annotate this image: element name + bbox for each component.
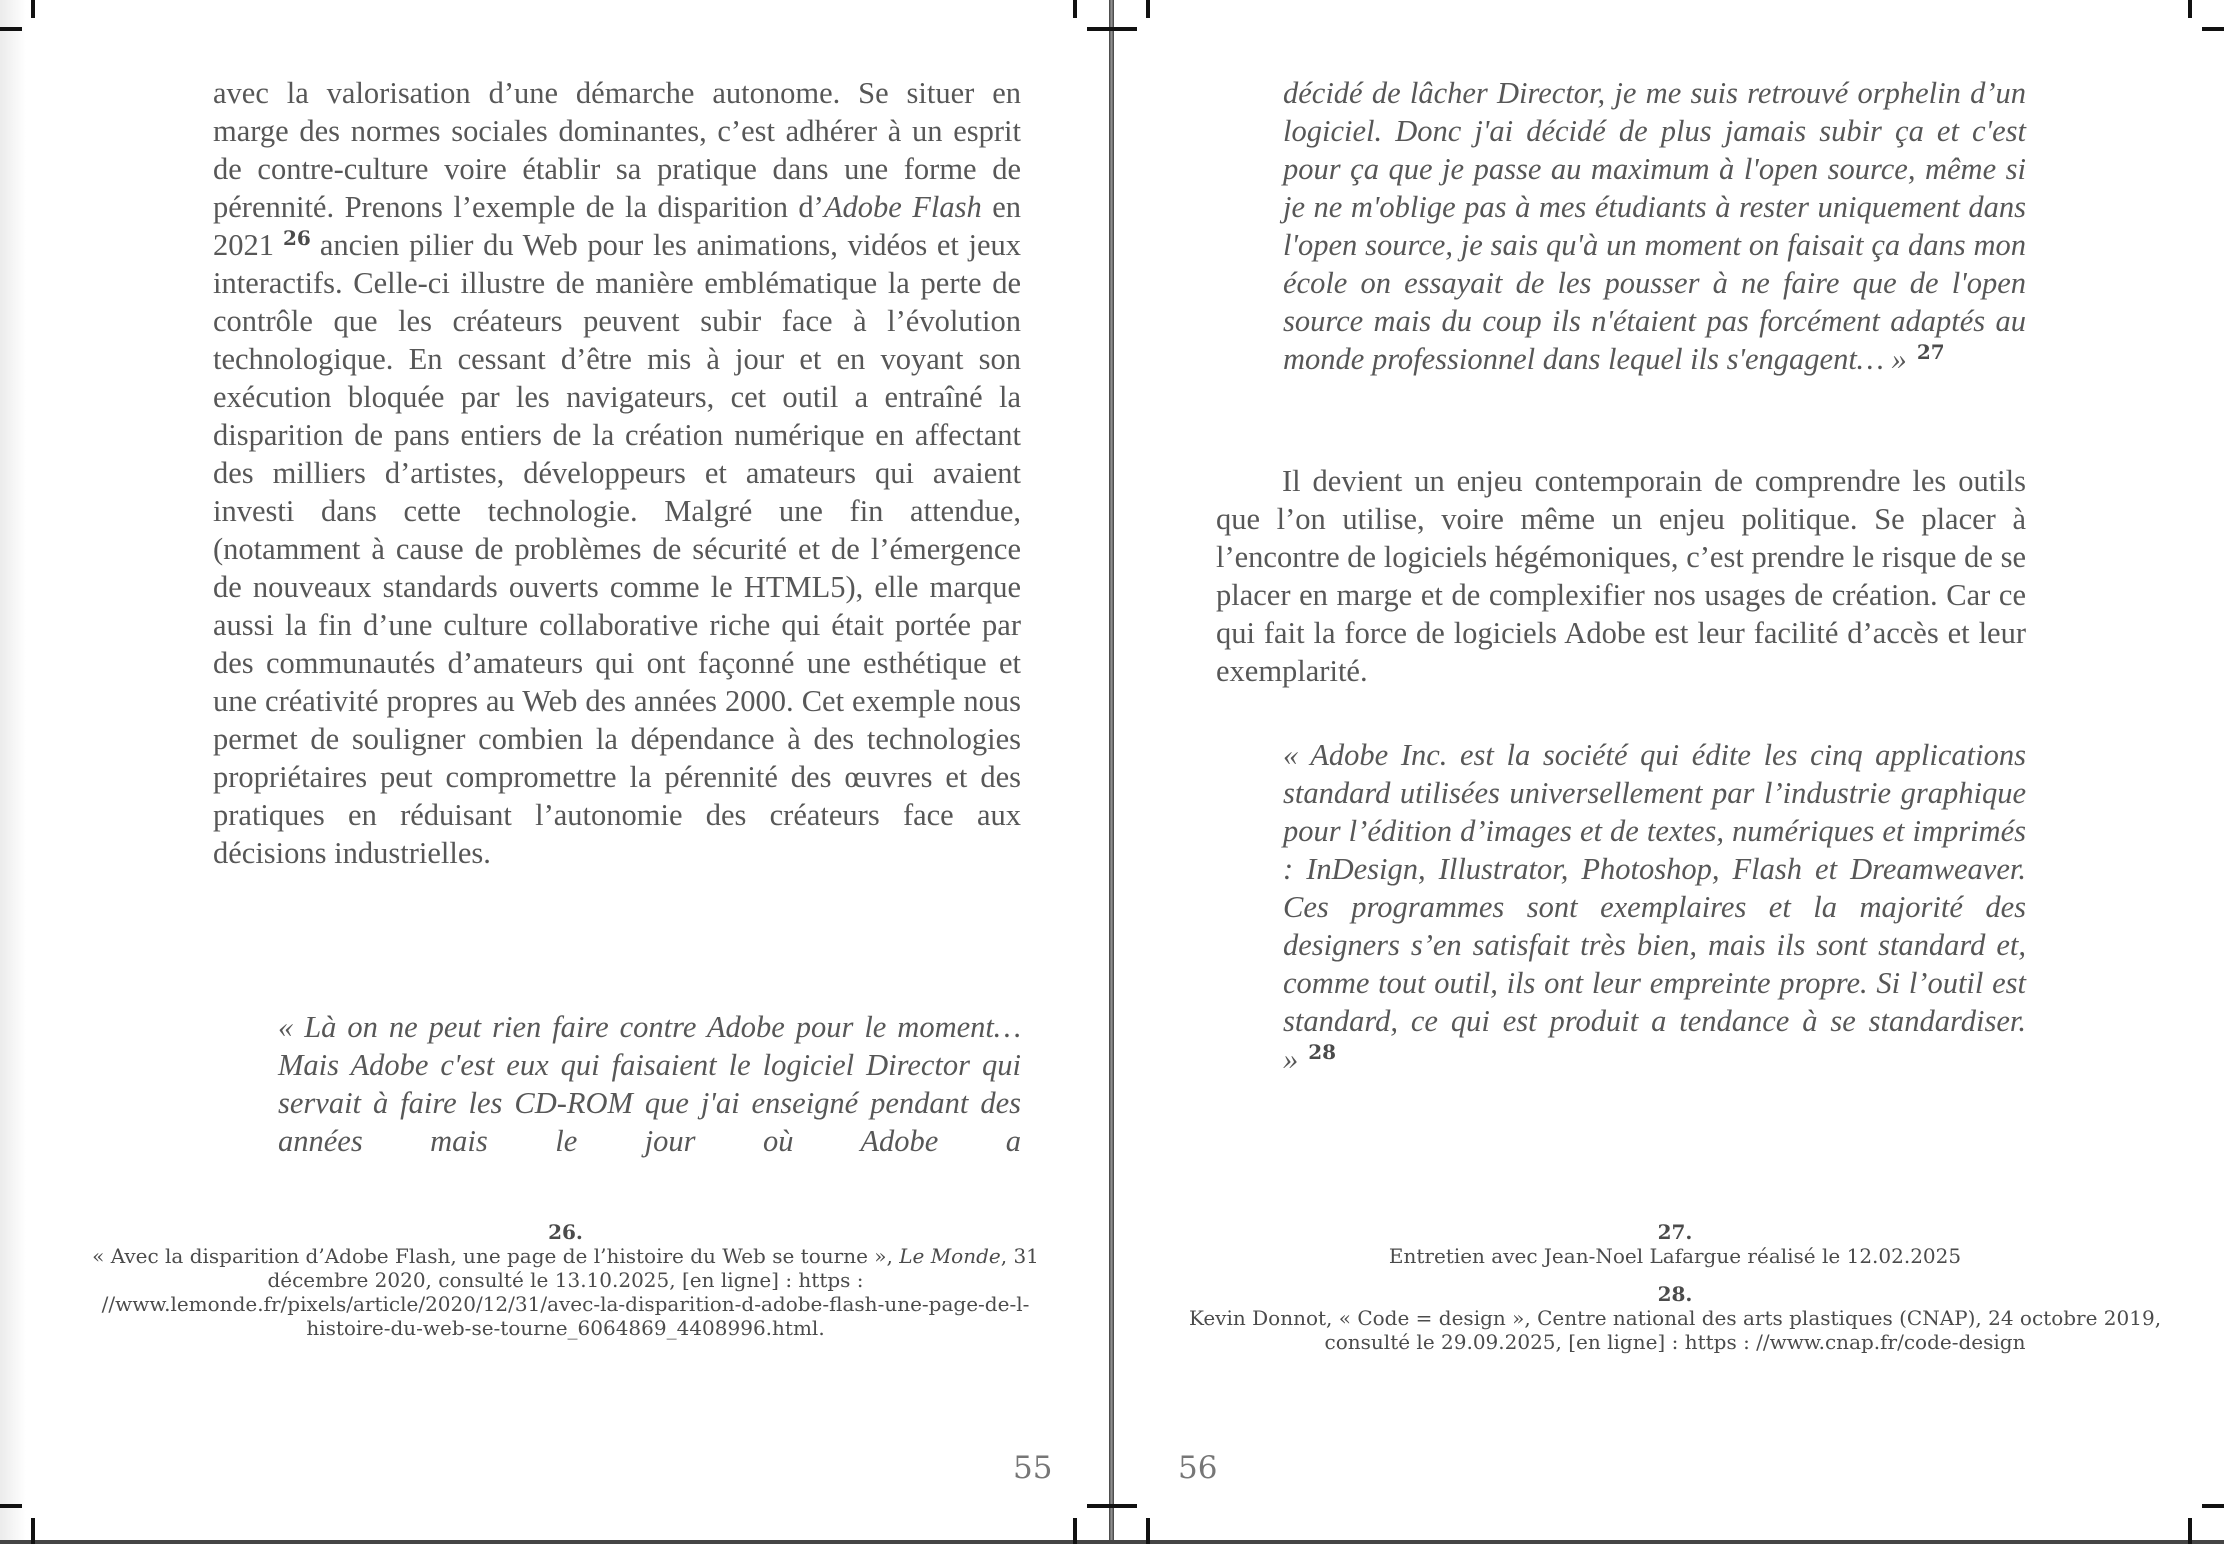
crop-mark [2188, 1518, 2192, 1544]
footnote-text: « Avec la disparition d’Adobe Flash, une page de l’histoire du Web se tourne », [92, 1244, 900, 1268]
footnote-28-number: 28. [1657, 1282, 1693, 1306]
crop-mark [31, 0, 35, 18]
right-page-paragraph [1216, 462, 2026, 690]
crop-mark [1146, 1518, 1150, 1544]
journal-title: Le Monde [899, 1244, 1001, 1268]
crop-mark [31, 1518, 35, 1544]
scan-bottom-edge [0, 1540, 2224, 1544]
quote-text: « Là on ne peut rien faire contre Adobe pour le moment… Mais Adobe c'est eux qui faisaient le logiciel Director qui servait à faire les CD-ROM que j'ai enseigné pendant des années mais le jour où Adobe a [278, 1010, 1021, 1158]
quote-text: décidé de lâcher Director, je me suis retrouvé orphelin d’un logiciel. Donc j'ai décidé de plus jamais subir ça et c'est pour ça que je passe au maximum à l'open source, même si je ne m'oblige pas à mes étudiants à rester uniquement dans l'open source, je sais qu'à un moment on faisait ça dans mon école on essayait de les pousser à ne faire que de l'open source mais du coup ils n'étaient pas forcément adaptés au monde professionnel dans lequel ils s'engagent… » [1283, 76, 2026, 376]
right-page-block-quote-2 [1283, 736, 2026, 1078]
spine-fold-line [1109, 0, 1114, 1544]
footnote-27-text: Entretien avec Jean-Noel Lafargue réalisé le 12.02.2025 [1388, 1244, 1962, 1268]
footnote-28-text: Kevin Donnot, « Code = design », Centre national des arts plastiques (CNAP), 24 octobre 2019, consulté le 29.09.2025, [en ligne] : https : //www.cnap.fr/code-design [1188, 1306, 2162, 1354]
paragraph-text: avec la valorisation d’une démarche autonome. Se situer en marge des normes sociales dominantes, c’est adhérer à un esprit de contre-culture voire établir sa pratique dans une forme de pérennité. Prenons l’exemple de la disparition d’ [213, 76, 1021, 224]
crop-mark [1073, 1518, 1077, 1544]
page-number-55: 55 [1013, 1450, 1053, 1486]
crop-mark [1087, 27, 1137, 31]
work-title: Adobe Flash [823, 190, 982, 224]
left-page-paragraph [213, 74, 1021, 872]
footnote-ref-27: 27 [1916, 340, 1945, 364]
footnote-27-number: 27. [1657, 1220, 1693, 1244]
crop-mark [1087, 1504, 1137, 1508]
crop-mark [2202, 27, 2224, 31]
crop-mark [1073, 0, 1077, 18]
quote-text: « Adobe Inc. est la société qui édite les cinq applications standard utilisées universellement par l’industrie graphique pour l’édition d’images et de textes, numériques et imprimés : InDesign, Illustrator, Photoshop, Flash et Dreamweaver. Ces programmes sont exemplaires et la majorité des designers s’en satisfait très bien, mais ils sont standard et, comme tout outil, ils ont leur empreinte propre. Si l’outil est standard, ce qui est produit a tendance à se standardiser. » [1283, 738, 2026, 1076]
footnote-ref-26: 26 [283, 226, 311, 250]
paragraph-text: en 2021 [213, 190, 1021, 262]
right-page-block-quote-continuation [1283, 74, 2026, 378]
crop-mark [2202, 1504, 2224, 1508]
crop-mark [2188, 0, 2192, 18]
footnote-ref-28: 28 [1308, 1040, 1337, 1064]
paragraph-text: ancien pilier du Web pour les animations, vidéos et jeux interactifs. Celle-ci illustre de manière emblématique la perte de contrôle que les créateurs peuvent subir face à l’évolution technologique. En cessant d’être mis à jour et en voyant son exécution bloquée par les navigateurs, cet outil a entraîné la disparition de pans entiers de la création numérique en affectant des milliers d’artistes, développeurs et amateurs qui avaient investi dans cette technologie. Malgré une fin attendue, (notamment à cause de problèmes de sécurité et de l’émergence de nouveaux standards ouverts comme le HTML5), elle marque aussi la fin d’une culture collaborative riche qui était portée par des communautés d’amateurs qui ont façonné une esthétique et une créativité propres au Web des années 2000. Cet exemple nous permet de souligner combien la dépendance à des technologies propriétaires peut compromettre la pérennité des œuvres et des pratiques en réduisant l’autonomie des créateurs face aux décisions industrielles. [213, 228, 1021, 870]
crop-mark [0, 27, 22, 31]
crop-mark [0, 1504, 22, 1508]
page-edge-shading [0, 0, 26, 1544]
footnote-26-number: 26. [548, 1220, 583, 1244]
page-number-56: 56 [1178, 1450, 1218, 1486]
crop-mark [1146, 0, 1150, 18]
footnote-26-text [78, 1244, 1053, 1340]
paragraph-text: Il devient un enjeu contemporain de comprendre les outils que l’on utilise, voire même un enjeu politique. Se placer à l’encontre de logiciels hégémoniques, c’est prendre le risque de se placer en marge et de complexifier nos usages de création. Car ce qui fait la force de logiciels Adobe est leur facilité d’accès et leur exemplarité. [1216, 464, 2026, 688]
footnote-text: , 31 décembre 2020, consulté le 13.10.2025, [en ligne] : https : //www.lemonde.fr/pixels/article/2020/12/31/avec-la-disparition-d-adobe-flash-une-page-de-l-histoire-du-web-se-tourne_6064869_4408996.html. [101, 1244, 1039, 1340]
left-page-block-quote [278, 1008, 1021, 1160]
